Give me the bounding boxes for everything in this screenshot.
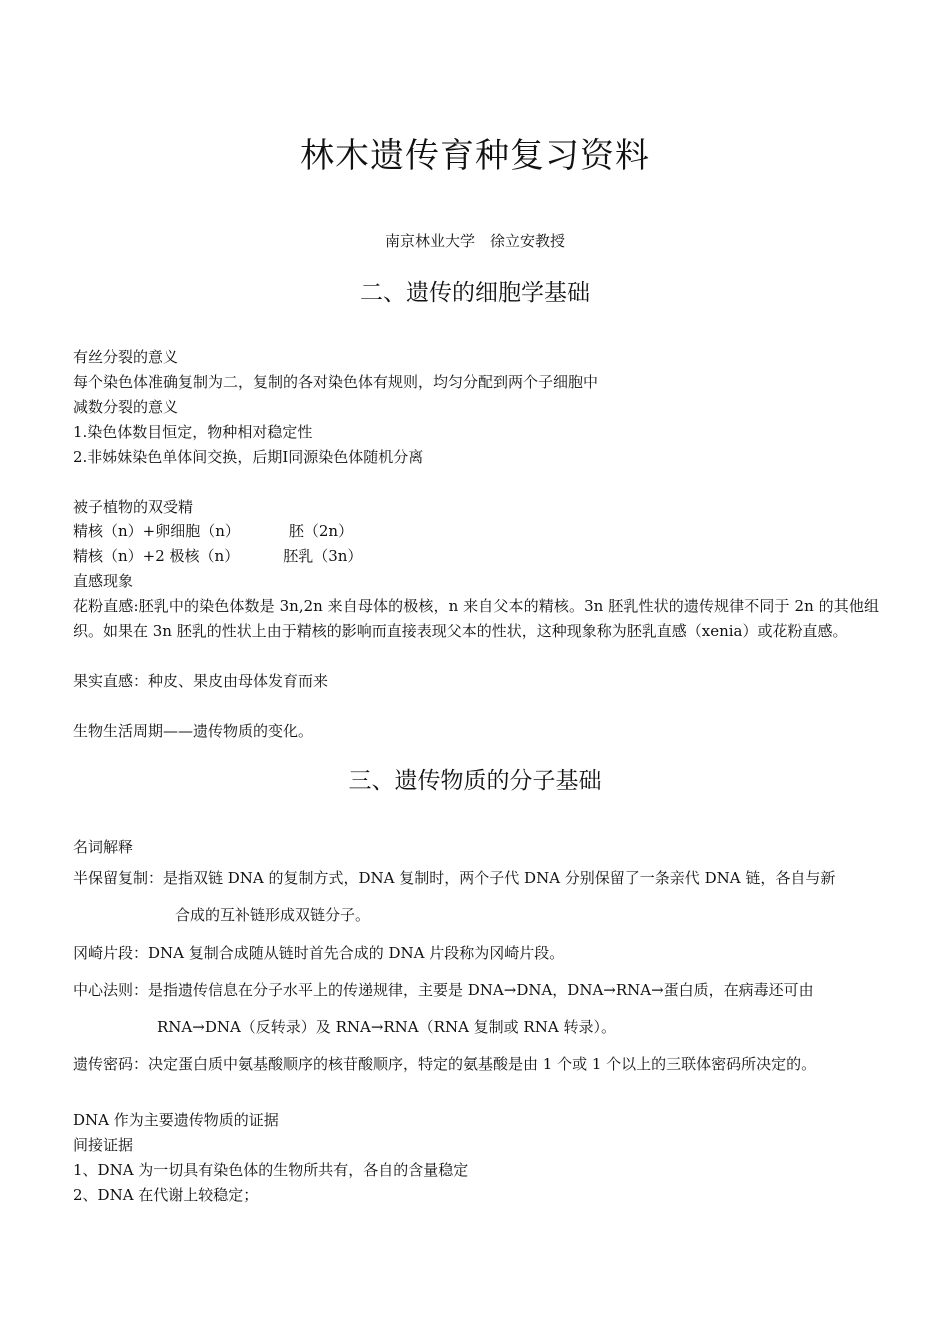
double-fertilization-label: 被子植物的双受精 — [73, 498, 194, 516]
semi-conservative-line-1: 半保留复制：是指双链 DNA 的复制方式，DNA 复制时，两个子代 DNA 分别保留了一条亲代 DNA 链，各自与新 — [73, 869, 836, 887]
fruit-xenia: 果实直感：种皮、果皮由母体发育而来 — [73, 672, 329, 690]
meiosis-label: 减数分裂的意义 — [73, 398, 179, 416]
central-dogma-line-1: 中心法则：是指遗传信息在分子水平上的传递规律，主要是 DNA→DNA，DNA→RNA→蛋白质，在病毒还可由 — [73, 981, 814, 999]
fertilization-row-1-left: 精核（n）+卵细胞（n） — [73, 522, 240, 540]
fertilization-row-2-right: 胚乳（3n） — [283, 547, 363, 565]
genetic-code-definition: 遗传密码：决定蛋白质中氨基酸顺序的核苷酸顺序，特定的氨基酸是由 1 个或 1 个以上的三联体密码所决定的。 — [73, 1055, 817, 1073]
mitosis-text: 每个染色体准确复制为二，复制的各对染色体有规则，均匀分配到两个子细胞中 — [73, 373, 599, 391]
terms-label: 名词解释 — [73, 838, 134, 856]
fertilization-row-1 — [73, 520, 353, 542]
indirect-evidence-2: 2、DNA 在代谢上较稳定； — [73, 1186, 259, 1204]
section-2-heading: 二、遗传的细胞学基础 — [360, 280, 590, 306]
fertilization-row-2-left: 精核（n）+2 极核（n） — [73, 547, 240, 565]
meiosis-point-2: 2.非姊妹染色单体间交换，后期Ⅰ同源染色体随机分离 — [73, 448, 424, 466]
indirect-evidence-1: 1、DNA 为一切具有染色体的生物所共有，各自的含量稳定 — [73, 1161, 469, 1179]
okazaki-definition: 冈崎片段：DNA 复制合成随从链时首先合成的 DNA 片段称为冈崎片段。 — [73, 944, 565, 962]
fertilization-row-2 — [73, 545, 362, 567]
dna-evidence-label: DNA 作为主要遗传物质的证据 — [73, 1111, 279, 1129]
xenia-label: 直感现象 — [73, 572, 134, 590]
central-dogma-line-2: RNA→DNA（反转录）及 RNA→RNA（RNA 复制或 RNA 转录）。 — [157, 1018, 616, 1036]
meiosis-point-1: 1.染色体数目恒定，物种相对稳定性 — [73, 423, 313, 441]
mitosis-label: 有丝分裂的意义 — [73, 348, 179, 366]
fertilization-row-1-right: 胚（2n） — [288, 522, 354, 540]
document-author: 南京林业大学 徐立安教授 — [384, 232, 565, 250]
semi-conservative-line-2: 合成的互补链形成双链分子。 — [175, 906, 371, 924]
life-cycle-line: 生物生活周期——遗传物质的变化。 — [73, 722, 314, 740]
pollen-xenia-paragraph: 花粉直感:胚乳中的染色体数是 3n,2n 来自母体的极核，n 来自父本的精核。3n 胚乳性状的遗传规律不同于 2n 的其他组织。如果在 3n 胚乳的性状上由于精核的影响而直接表现父本的性状，这种现象称为胚乳直感（xenia）或花粉直感。 — [73, 597, 879, 640]
document-title: 林木遗传育种复习资料 — [300, 136, 650, 176]
section-3-heading: 三、遗传物质的分子基础 — [348, 768, 602, 794]
indirect-evidence-label: 间接证据 — [73, 1136, 134, 1154]
